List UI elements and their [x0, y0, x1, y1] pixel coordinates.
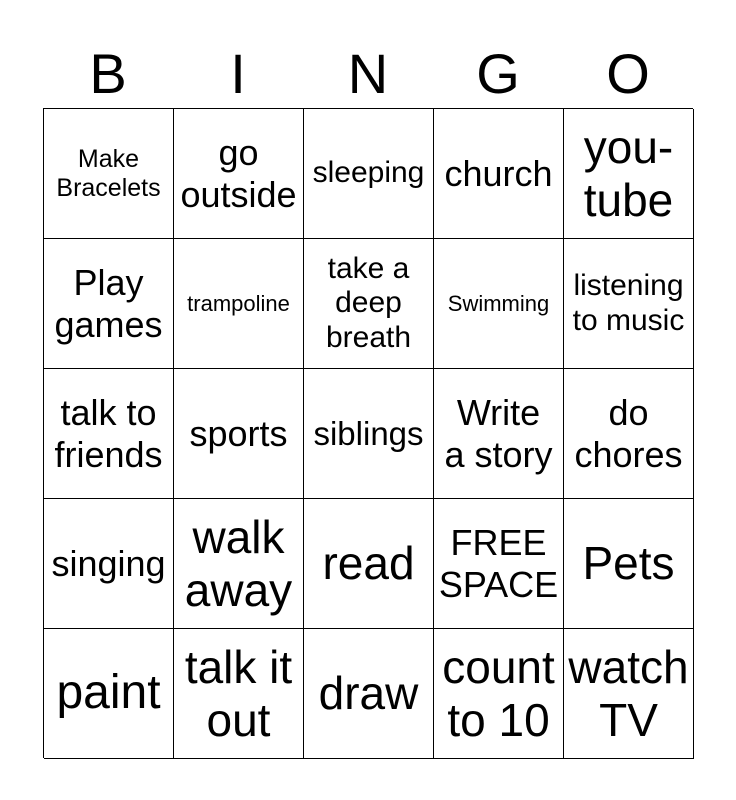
cell-label: sleeping — [312, 156, 425, 190]
bingo-cell — [44, 109, 174, 239]
cell-label: siblings — [313, 414, 424, 452]
cell-label: listening to music — [572, 269, 685, 337]
bingo-cell — [174, 239, 304, 369]
bingo-cell — [174, 499, 304, 629]
cell-label: Swimming — [447, 290, 550, 316]
bingo-cell — [564, 109, 694, 239]
free-space-cell — [434, 499, 564, 629]
bingo-cell — [304, 239, 434, 369]
cell-label: you- tube — [583, 121, 674, 226]
bingo-cell — [304, 499, 434, 629]
cell-label: Write a story — [444, 392, 553, 475]
cell-label: count to 10 — [442, 641, 555, 746]
bingo-cell — [564, 239, 694, 369]
header-letter-n: N — [347, 42, 389, 105]
bingo-cell — [304, 109, 434, 239]
cell-label: walk away — [184, 511, 293, 616]
cell-label: take a deep breath — [325, 252, 412, 354]
bingo-cell — [434, 369, 564, 499]
header-letter-o: O — [606, 42, 650, 105]
header-letter-g: G — [476, 42, 520, 105]
cell-label: watch TV — [568, 641, 689, 746]
cell-label: do chores — [574, 392, 683, 475]
bingo-cell — [434, 629, 564, 759]
free-space-label: FREE SPACE — [438, 522, 559, 605]
cell-label: singing — [51, 542, 166, 584]
cell-label: church — [444, 152, 553, 194]
bingo-cell — [564, 499, 694, 629]
cell-label: talk to friends — [54, 392, 163, 475]
header-letter-b: B — [89, 42, 127, 105]
cell-label: go outside — [180, 132, 297, 215]
bingo-board — [43, 108, 693, 758]
bingo-cell — [304, 369, 434, 499]
cell-label: sports — [189, 412, 288, 454]
bingo-cell — [564, 629, 694, 759]
bingo-cell — [44, 499, 174, 629]
bingo-cell — [434, 239, 564, 369]
cell-label: Make Bracelets — [56, 145, 161, 202]
bingo-header — [43, 40, 693, 108]
bingo-cell — [44, 239, 174, 369]
bingo-cell — [174, 369, 304, 499]
bingo-cell — [174, 109, 304, 239]
bingo-cell — [434, 109, 564, 239]
bingo-cell — [174, 629, 304, 759]
cell-label: draw — [318, 667, 419, 720]
cell-label: Pets — [582, 537, 675, 590]
cell-label: paint — [56, 666, 161, 720]
cell-label: talk it out — [184, 641, 293, 746]
bingo-cell — [564, 369, 694, 499]
bingo-cell — [44, 369, 174, 499]
cell-label: read — [322, 537, 415, 590]
bingo-cell — [44, 629, 174, 759]
header-letter-i: I — [230, 42, 246, 105]
bingo-cell — [304, 629, 434, 759]
cell-label: trampoline — [187, 290, 290, 316]
cell-label: Play games — [54, 262, 163, 345]
